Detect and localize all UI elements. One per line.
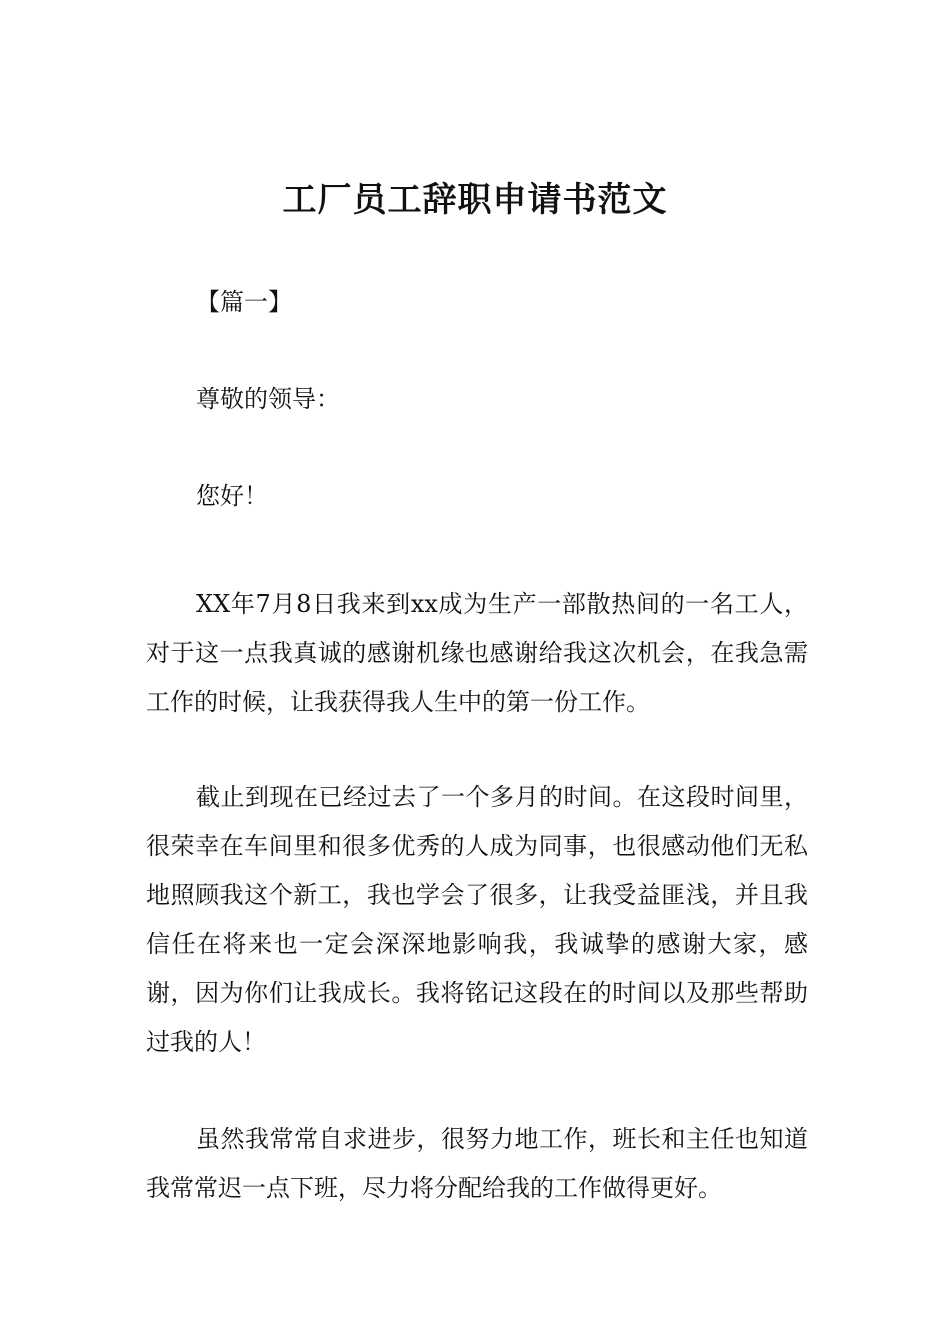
paragraph-3: 虽然我常常自求进步，很努力地工作，班长和主任也知道我常常迟一点下班，尽力将分配给我的工作做得更好。: [146, 1125, 808, 1202]
paragraph-2: 截止到现在已经过去了一个多月的时间。在这段时间里，很荣幸在车间里和很多优秀的人成为同事，也很感动他们无私地照顾我这个新工，我也学会了很多，让我受益匪浅，并且我信任在将来也一定会深深地影响我，我诚挚的感谢大家，感谢，因为你们让我成长。我将铭记这段在的时间以及那些帮助过我的人！: [146, 783, 808, 1056]
paragraph-1: XX年7月8日我来到xx成为生产一部散热间的一名工人，对于这一点我真诚的感谢机缘也感谢给我这次机会，在我急需工作的时候，让我获得我人生中的第一份工作。: [146, 590, 808, 716]
salutation: 尊敬的领导：: [196, 385, 340, 413]
section-label: 【篇一】: [196, 288, 292, 316]
document-title: 工厂员工辞职申请书范文: [282, 180, 668, 220]
greeting: 您好！: [196, 482, 268, 510]
